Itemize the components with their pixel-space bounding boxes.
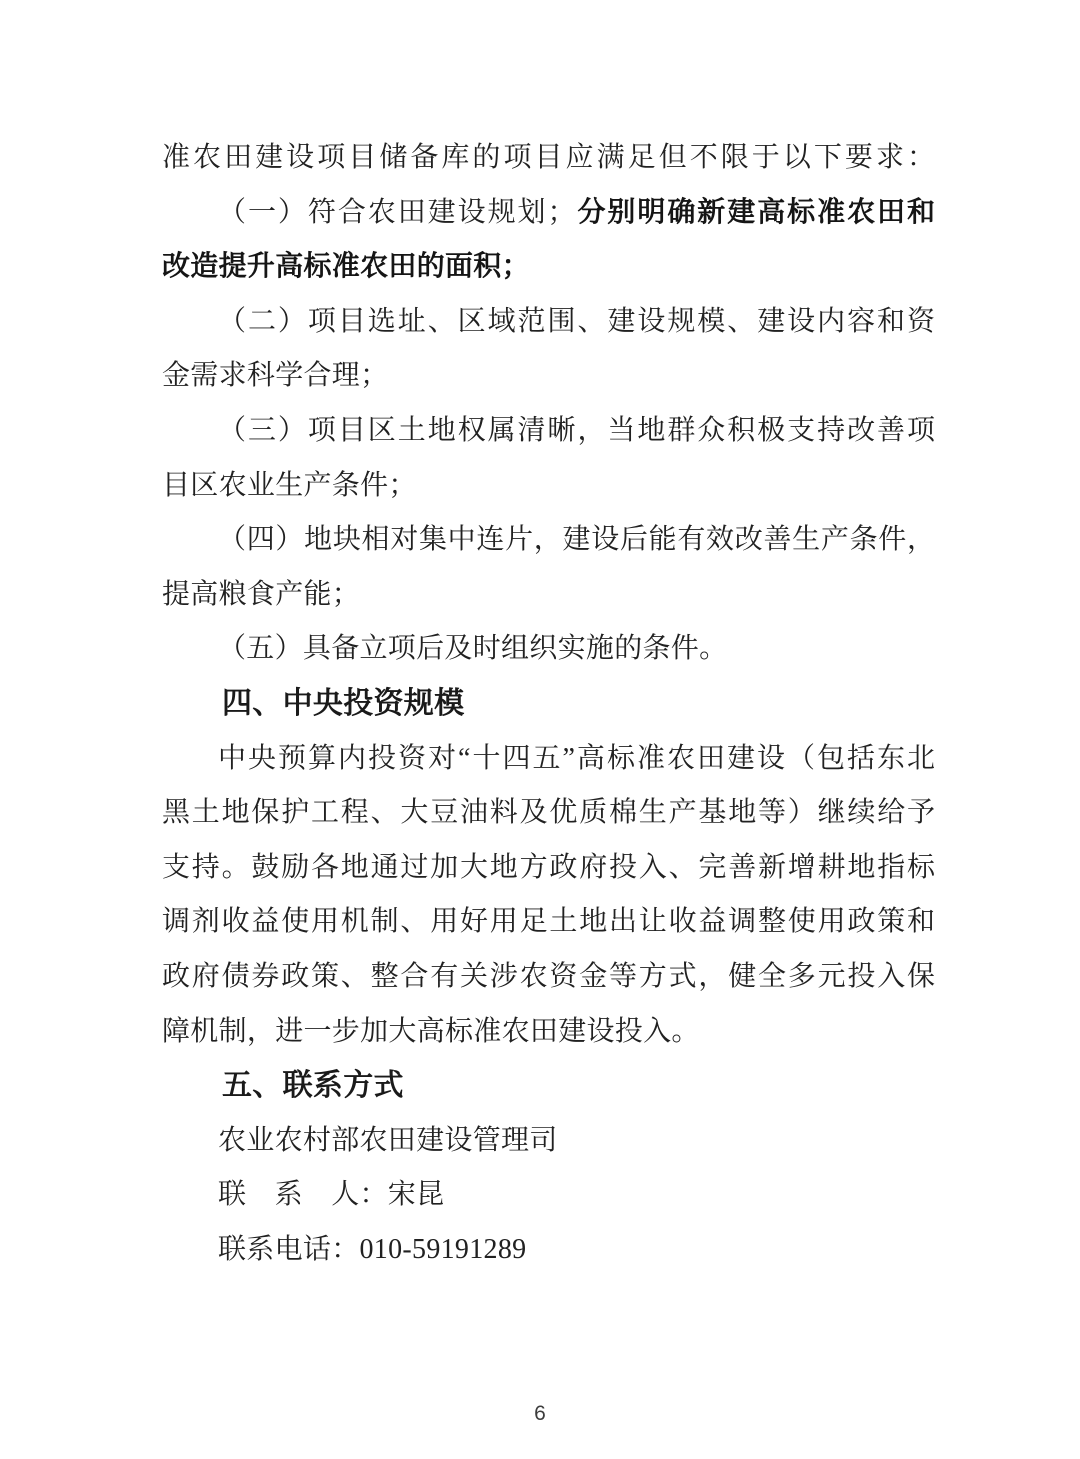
bold-text-segment: 四、中央投资规模 — [222, 686, 465, 720]
text-segment: 支持。鼓励各地通过加大地方政府投入、完善新增耕地指标 — [162, 851, 935, 883]
text-segment: （四）地块相对集中连片，建设后能有效改善生产条件， — [218, 524, 935, 556]
document-line — [162, 622, 935, 677]
document-line — [162, 1005, 935, 1060]
text-segment: 目区农业生产条件； — [162, 469, 417, 501]
text-segment: （五）具备立项后及时组织实施的条件。 — [218, 633, 728, 665]
text-segment: （一）符合农田建设规划； — [218, 196, 576, 228]
document-line — [162, 186, 935, 241]
section-heading — [162, 677, 935, 732]
text-segment: 调剂收益使用机制、用好用足土地出让收益调整使用政策和 — [162, 906, 935, 938]
page-number: 6 — [534, 1402, 546, 1425]
bold-text-segment: 五、联系方式 — [222, 1069, 404, 1103]
text-segment: 金需求科学合理； — [162, 360, 389, 392]
document-body — [162, 131, 935, 1277]
document-line — [162, 950, 935, 1005]
text-segment: 农业农村部农田建设管理司 — [218, 1124, 558, 1156]
document-line — [162, 1168, 935, 1223]
document-line — [162, 732, 935, 787]
text-segment: 联系电话：010-59191289 — [218, 1233, 527, 1265]
document-line — [162, 240, 935, 295]
document-line — [162, 895, 935, 950]
text-segment: 黑土地保护工程、大豆油料及优质棉生产基地等）继续给予 — [162, 797, 935, 829]
text-segment: 中央预算内投资对“十四五”高标准农田建设（包括东北 — [218, 742, 935, 774]
document-line — [162, 1223, 935, 1278]
text-segment: 联 系 人：宋昆 — [218, 1179, 445, 1211]
text-segment: 准农田建设项目储备库的项目应满足但不限于以下要求： — [162, 142, 935, 173]
text-segment: 提高粮食产能； — [162, 578, 361, 610]
bold-text-segment: 分别明确新建高标准农田和 — [575, 196, 935, 228]
document-line — [162, 513, 935, 568]
document-line — [162, 568, 935, 623]
document-line — [162, 459, 935, 514]
text-segment: （三）项目区土地权属清晰，当地群众积极支持改善项 — [218, 414, 935, 446]
document-line — [162, 404, 935, 459]
document-line — [162, 131, 935, 186]
text-segment: 障机制，进一步加大高标准农田建设投入。 — [162, 1015, 700, 1047]
document-line — [162, 786, 935, 841]
document-line — [162, 1114, 935, 1169]
section-heading — [162, 1059, 935, 1114]
text-segment: （二）项目选址、区域范围、建设规模、建设内容和资 — [218, 305, 935, 337]
document-line — [162, 295, 935, 350]
document-line — [162, 349, 935, 404]
bold-text-segment: 改造提升高标准农田的面积； — [162, 251, 530, 283]
document-line — [162, 841, 935, 896]
text-segment: 政府债券政策、整合有关涉农资金等方式，健全多元投入保 — [162, 960, 935, 992]
